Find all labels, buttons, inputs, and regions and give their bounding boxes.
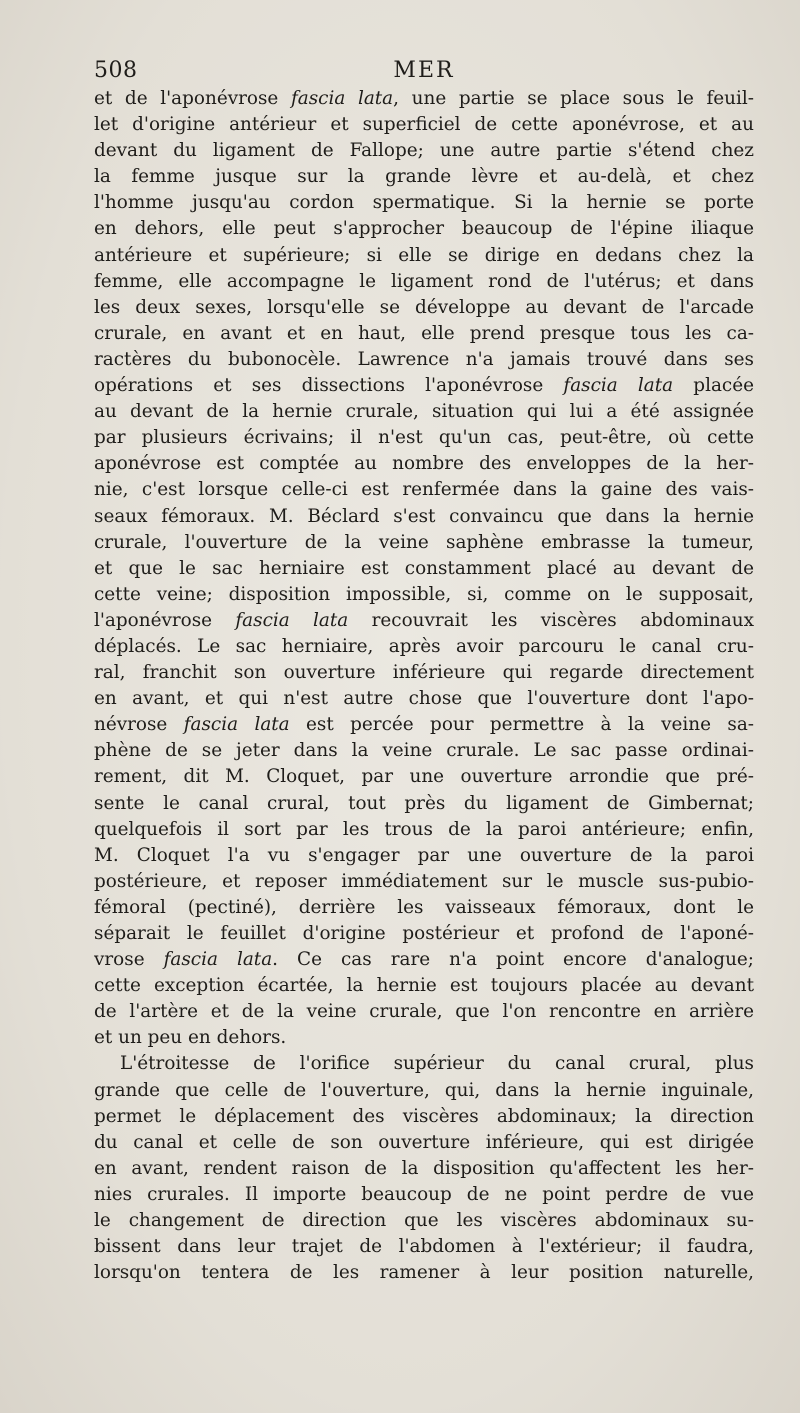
text-line: antérieure et supérieure; si elle se dirige en dedans chez la: [94, 244, 754, 266]
text-line: par plusieurs écrivains; il n'est qu'un cas, peut-être, où cette: [94, 427, 754, 449]
text-line: let d'origine antérieur et superficiel de cette aponévrose, et au: [94, 114, 754, 136]
text-line: M. Cloquet l'a vu s'engager par une ouverture de la paroi: [94, 844, 754, 866]
text-line: nie, c'est lorsque celle-ci est renfermée dans la gaine des vais-: [94, 479, 754, 501]
text-line: les deux sexes, lorsqu'elle se développe au devant de l'arcade: [94, 296, 754, 318]
text-line: de l'artère et de la veine crurale, que l'on rencontre en arrière: [94, 1001, 754, 1023]
text-line: aponévrose est comptée au nombre des enveloppes de la her-: [94, 453, 754, 475]
text-line: névrose fascia lata est percée pour permettre à la veine sa-: [94, 714, 754, 736]
text-line: en avant, et qui n'est autre chose que l'ouverture dont l'apo-: [94, 688, 754, 710]
text-line: en dehors, elle peut s'approcher beaucoup de l'épine iliaque: [94, 218, 754, 240]
text-line: vrose fascia lata. Ce cas rare n'a point encore d'analogue;: [94, 949, 754, 971]
text-line: seaux fémoraux. M. Béclard s'est convaincu que dans la hernie: [94, 505, 754, 527]
text-line: ral, franchit son ouverture inférieure qui regarde directement: [94, 662, 754, 684]
text-line: au devant de la hernie crurale, situation qui lui a été assignée: [94, 401, 754, 423]
text-line: du canal et celle de son ouverture inférieure, qui est dirigée: [94, 1131, 754, 1153]
text-line: déplacés. Le sac herniaire, après avoir parcouru le canal cru-: [94, 635, 754, 657]
text-line: devant du ligament de Fallope; une autre partie s'étend chez: [94, 140, 754, 162]
text-line: quelquefois il sort par les trous de la paroi antérieure; enfin,: [94, 818, 754, 840]
text-line: opérations et ses dissections l'aponévrose fascia lata placée: [94, 375, 754, 397]
text-line: l'homme jusqu'au cordon spermatique. Si la hernie se porte: [94, 192, 754, 214]
body-text: [94, 86, 754, 1286]
text-line: crurale, en avant et en haut, elle prend presque tous les ca-: [94, 322, 754, 344]
text-line: cette veine; disposition impossible, si, comme on le supposait,: [94, 583, 754, 605]
text-line: séparait le feuillet d'origine postérieur et profond de l'aponé-: [94, 923, 754, 944]
text-line: l'aponévrose fascia lata recouvrait les viscères abdominaux: [94, 609, 754, 631]
text-line: postérieure, et reposer immédiatement sur le muscle sus-pubio-: [94, 870, 754, 892]
text-line: cette exception écartée, la hernie est toujours placée au devant: [94, 975, 754, 997]
text-line: la femme jusque sur la grande lèvre et au-delà, et chez: [94, 166, 754, 188]
text-line: en avant, rendent raison de la disposition qu'affectent les her-: [94, 1157, 754, 1179]
text-line: femme, elle accompagne le ligament rond de l'utérus; et dans: [94, 270, 754, 292]
text-line: et de l'aponévrose fascia lata, une partie se place sous le feuil-: [94, 88, 754, 109]
text-line: rement, dit M. Cloquet, par une ouverture arrondie que pré-: [94, 766, 754, 788]
text-line: phène de se jeter dans la veine crurale. Le sac passe ordinai-: [94, 740, 754, 762]
text-line: L'étroitesse de l'orifice supérieur du canal crural, plus: [120, 1053, 754, 1075]
page-number: 508: [94, 58, 138, 83]
text-line: grande que celle de l'ouverture, qui, dans la hernie inguinale,: [94, 1079, 754, 1101]
running-head: MER: [393, 58, 455, 83]
text-line: et que le sac herniaire est constamment placé au devant de: [94, 557, 754, 579]
text-line: et un peu en dehors.: [94, 1027, 287, 1049]
page-header: [94, 56, 754, 86]
text-line: lorsqu'on tentera de les ramener à leur position naturelle,: [94, 1262, 754, 1284]
text-line: sente le canal crural, tout près du ligament de Gimbernat;: [94, 792, 754, 814]
text-line: permet le déplacement des viscères abdominaux; la direction: [94, 1105, 754, 1127]
text-line: bissent dans leur trajet de l'abdomen à l'extérieur; il faudra,: [94, 1236, 754, 1258]
text-line: fémoral (pectiné), derrière les vaisseaux fémoraux, dont le: [94, 896, 754, 918]
text-line: le changement de direction que les viscères abdominaux su-: [94, 1210, 754, 1232]
text-line: nies crurales. Il importe beaucoup de ne point perdre de vue: [94, 1183, 754, 1205]
text-line: crurale, l'ouverture de la veine saphène embrasse la tumeur,: [94, 531, 754, 553]
text-line: ractères du bubonocèle. Lawrence n'a jamais trouvé dans ses: [94, 348, 754, 370]
